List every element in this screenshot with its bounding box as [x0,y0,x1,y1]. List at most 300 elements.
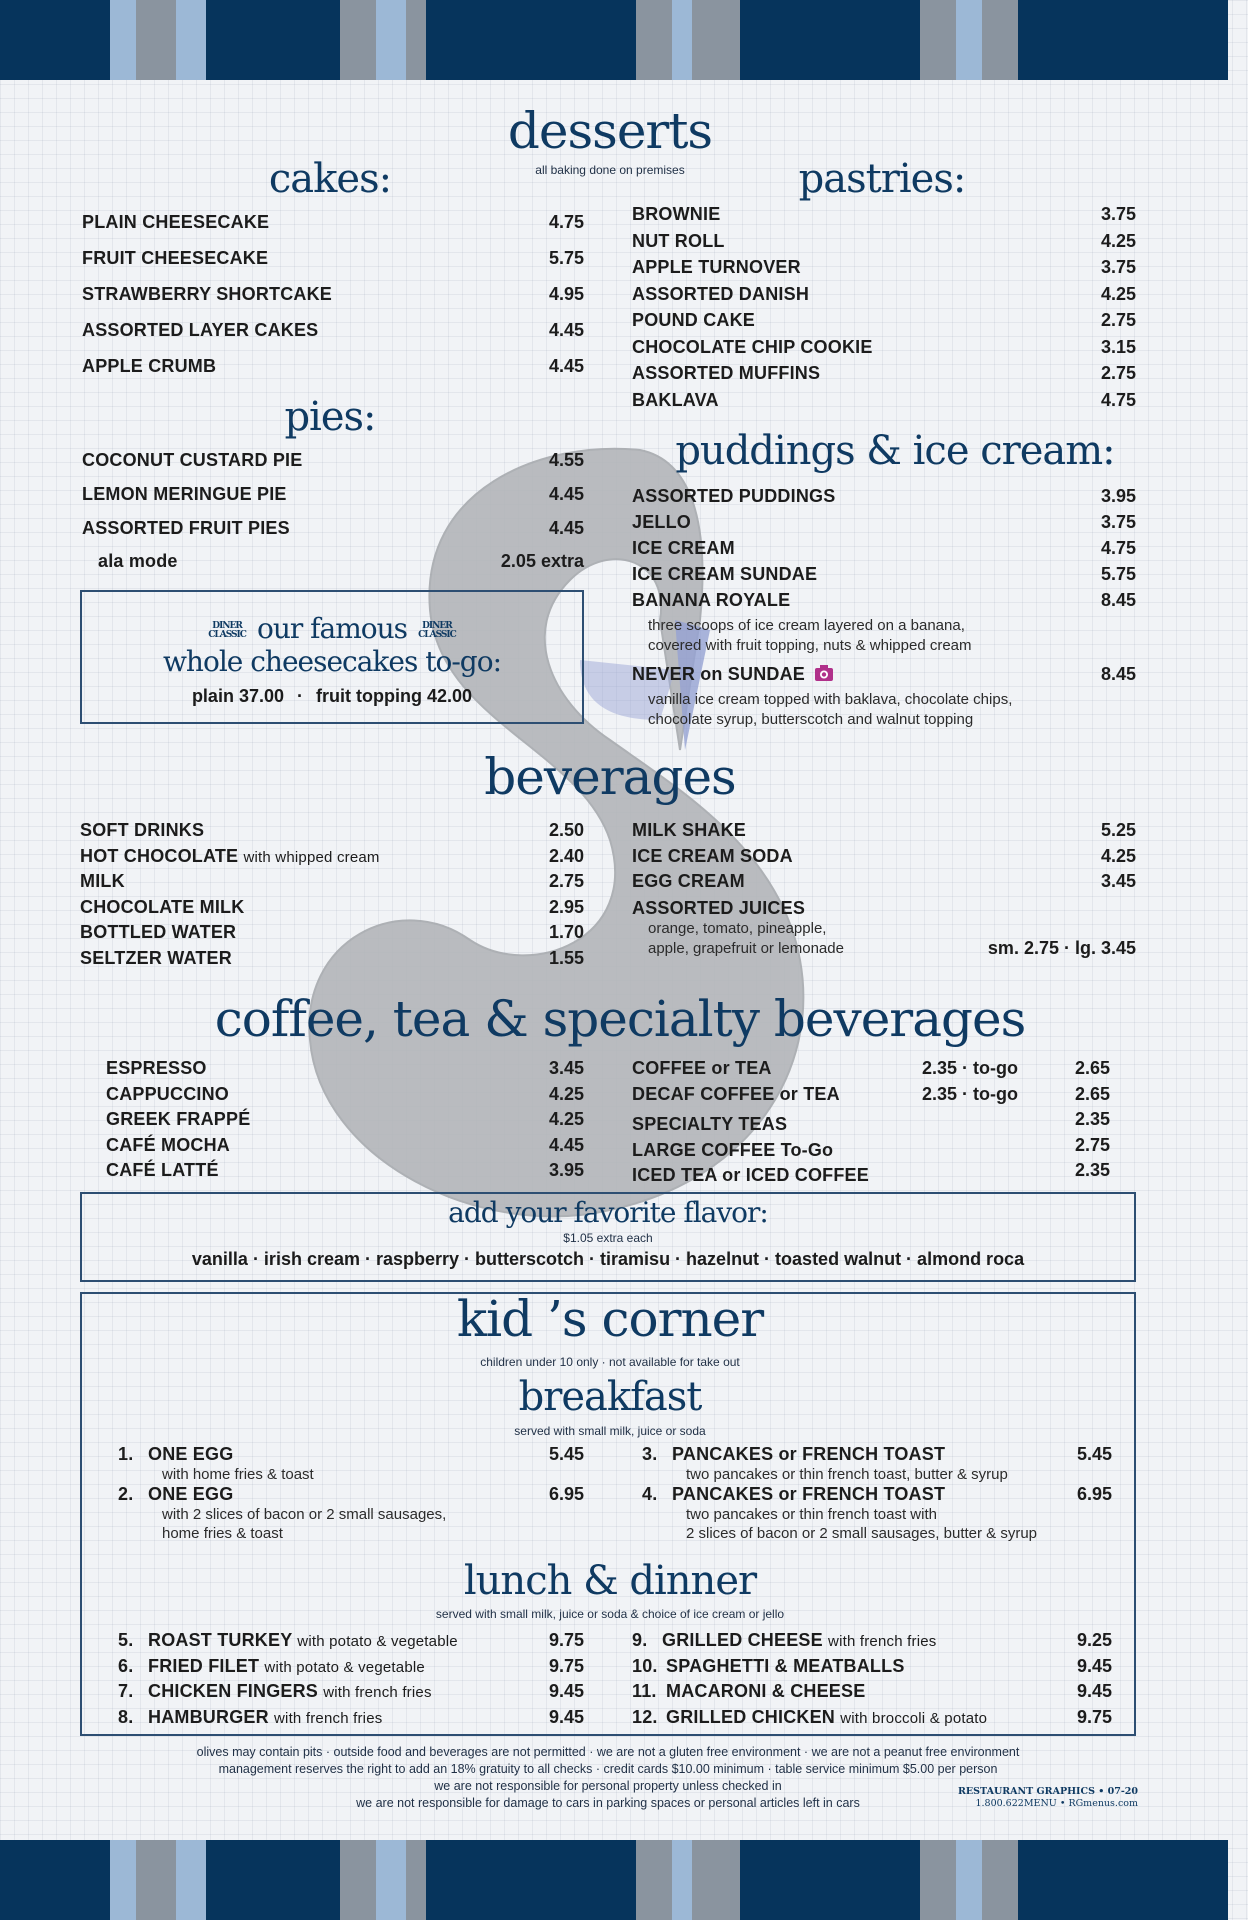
item-price-mid [922,1135,1062,1156]
item-price: 6.95 [1076,1484,1112,1504]
stripe-segment [672,1840,692,1920]
juices-block [632,898,1136,959]
item-price-mid [922,1160,1062,1181]
item-price: 9.75 [1076,1706,1112,1727]
description-line: with 2 slices of bacon or 2 small sausages, [162,1506,447,1523]
item-name [80,871,125,892]
diner-classic-logo-icon: DINER CLASSIC [418,620,456,640]
numbered-item [118,1484,584,1543]
camera-icon [814,664,834,682]
item-name [106,1135,230,1156]
item-name [118,1656,425,1677]
item-name-text: MACARONI & CHEESE [666,1681,866,1701]
item-price: 2.75 [1100,310,1136,330]
item-price-group [922,1109,1110,1130]
list-item [632,871,1136,897]
item-name-text: GRILLED CHICKEN [666,1706,835,1727]
list-item [632,284,1136,311]
stripe-segment [956,1840,982,1920]
item-name: ala mode [98,551,178,571]
item-price: 4.75 [1100,389,1136,410]
list-item [80,820,584,846]
cheesecake-plain-price: plain 37.00 [191,686,284,706]
item-price-mid [922,1109,1062,1130]
item-name-text: EGG CREAM [632,871,745,891]
item-price: 3.45 [1100,871,1136,891]
item-name-text: PANCAKES or FRENCH TOAST [672,1444,946,1464]
numbered-item-row [642,1484,1112,1505]
item-number: 9. [632,1630,648,1650]
item-name [632,590,790,611]
stripe-segment [340,1840,376,1920]
item-name-text: HAMBURGER [148,1706,269,1727]
cheesecakes-to-go-box [80,590,584,724]
stripe-segment [636,1840,672,1920]
numbered-item [118,1630,584,1656]
ala-mode-row [98,551,584,572]
item-name [632,564,817,585]
separator-dot: · [297,686,304,706]
flavor-note: $1.05 extra each [563,1231,653,1245]
item-name [632,1707,987,1728]
item-name [82,248,268,269]
item-name-text: ASSORTED MUFFINS [632,363,821,383]
item-name [632,310,755,331]
item-name [82,450,302,471]
flavor-title: add your favorite flavor: [448,1196,768,1229]
item-description: with french fries [828,1633,937,1650]
item-name-text: FRUIT CHEESECAKE [82,248,269,268]
puddings-title: puddings & ice cream: [675,428,1115,474]
item-name-text: LARGE COFFEE To-Go [632,1139,834,1160]
item-price: 2.65 [1074,1083,1110,1104]
numbered-item-row [118,1444,584,1465]
list-item [82,356,584,392]
item-name-text: MILK SHAKE [632,820,746,840]
item-name-text: APPLE TURNOVER [632,257,801,277]
item-price: 2.35 [1074,1109,1110,1129]
stripe-segment [672,0,692,80]
numbered-item [118,1707,584,1733]
stripe-segment [692,1840,740,1920]
item-name [106,1058,207,1079]
stripe-segment [110,1840,136,1920]
item-price-group [922,1058,1110,1079]
stripe-segment [920,0,956,80]
stripe-segment [740,0,920,80]
list-item [632,512,1136,538]
item-price-group [922,1160,1110,1181]
pies-list [82,450,584,552]
cakes-title: cakes: [268,156,392,202]
item-price: 2.75 [1100,363,1136,383]
cheesecakes-line2: whole cheesecakes to-go: [162,645,502,678]
juices-desc [632,919,844,959]
item-name-text: BANANA ROYALE [632,590,791,610]
list-item [632,538,1136,564]
item-name-text: GREEK FRAPPÉ [106,1109,251,1129]
numbered-item-row [118,1630,584,1651]
item-price: 4.45 [548,356,584,376]
item-price: 4.45 [548,484,584,504]
item-name-text: CHOCOLATE CHIP COOKIE [632,336,873,357]
stripe-segment [340,0,376,80]
coffee-right-list [632,1058,1110,1186]
numbered-item [632,1630,1112,1656]
item-name [80,897,244,918]
list-item [106,1160,584,1186]
item-number: 8. [118,1706,134,1727]
list-item [632,486,1136,512]
item-price: 9.75 [548,1630,584,1650]
item-price: 2.40 [548,845,584,866]
item-price: 4.45 [548,320,584,340]
credit-line2: 1.800.622MENU • RGmenus.com [975,1798,1138,1809]
numbered-item-row [632,1656,1112,1677]
item-price: 9.25 [1076,1630,1112,1650]
stripe-segment [176,0,206,80]
footer-line: we are not responsible for personal property unless checked in [434,1779,782,1793]
item-name [82,484,287,505]
item-name [106,1109,250,1130]
item-number: 2. [118,1484,134,1504]
item-name-text: CHICKEN FINGERS [148,1681,319,1701]
list-item [632,564,1136,590]
beverages-right-list [632,820,1136,897]
kids-title: kid ’s corner [456,1290,764,1348]
item-name [632,1656,905,1677]
numbered-item-row [118,1681,584,1702]
item-price: 4.25 [1100,230,1136,251]
item-name-text: ICED TEA or ICED COFFEE [632,1165,869,1185]
description-line: three scoops of ice cream layered on a banana, [648,617,965,634]
item-name-text: ESPRESSO [106,1058,207,1078]
breakfast-note: served with small milk, juice or soda [514,1424,706,1438]
item-price: 3.95 [1100,486,1136,506]
puddings-list [632,486,1136,616]
item-name-text: GRILLED CHEESE [662,1630,823,1650]
item-name [80,922,236,943]
item-name [106,1084,229,1105]
item-name-text: ICE CREAM SODA [632,845,793,866]
item-number: 3. [642,1444,658,1464]
item-name-text: MILK [80,871,125,891]
item-name [82,284,332,305]
list-item [632,846,1136,872]
item-price: 1.55 [548,947,584,968]
banana-royale-desc [632,616,1136,656]
item-price: 4.25 [1100,845,1136,866]
stripe-segment [1018,1840,1228,1920]
item-description: with french fries [323,1684,432,1701]
list-item [632,1135,1110,1161]
stripe-segment [0,0,110,80]
item-price: 9.45 [548,1681,584,1701]
stripe-segment [406,0,426,80]
description-line: chocolate syrup, butterscotch and walnut topping [648,711,974,728]
numbered-item [632,1707,1112,1733]
item-name [632,1084,840,1105]
item-price: 9.45 [1076,1655,1112,1676]
item-name-text: LEMON MERINGUE PIE [82,484,287,504]
item-price: 2.05 extra [500,551,584,571]
item-name [642,1444,945,1465]
item-name [82,356,216,377]
item-name-text: ICE CREAM SUNDAE [632,564,818,584]
list-item [82,320,584,356]
stripe-segment [176,1840,206,1920]
item-name [118,1484,233,1505]
item-name-text: PANCAKES or FRENCH TOAST [672,1484,946,1504]
pastries-title: pastries: [798,156,966,202]
item-name-text: COFFEE or TEA [632,1058,772,1078]
item-number: 1. [118,1444,134,1464]
numbered-item-row [118,1707,584,1728]
item-number: 12. [632,1706,658,1727]
description-line: covered with fruit topping, nuts & whipped cream [648,637,972,654]
list-item [106,1109,584,1135]
item-name [632,1681,865,1702]
never-on-sundae-desc [632,690,1136,730]
item-name [632,1140,833,1161]
numbered-item-row [632,1681,1112,1702]
stripe-segment [982,1840,1018,1920]
coffee-title: coffee, tea & specialty beverages [214,990,1026,1048]
numbered-item-row [642,1444,1112,1465]
item-description: with french fries [274,1709,383,1727]
item-description: with potato & vegetable [297,1633,458,1650]
list-item [80,871,584,897]
stripe-segment [982,0,1018,80]
item-name-text: CAFÉ MOCHA [106,1134,230,1155]
item-name-text: BAKLAVA [632,389,719,410]
item-price: 5.45 [1076,1444,1112,1464]
breakfast-left [118,1444,584,1543]
item-name [118,1681,432,1702]
desserts-title: desserts [507,102,713,160]
item-name [632,871,745,892]
breakfast-right [642,1444,1112,1543]
item-price: 1.70 [548,922,584,942]
credit-line1: RESTAURANT GRAPHICS • 07-20 [958,1786,1138,1797]
item-price: 8.45 [1100,590,1136,610]
footer-line: management reserves the right to add an 18% gratuity to all checks · credit cards $10.00 minimum · table service minimum $5.00 per person [218,1762,998,1776]
stripe-segment [740,1840,920,1920]
item-price: 3.45 [548,1058,584,1078]
numbered-item [118,1444,584,1484]
item-price: 3.75 [1100,512,1136,532]
cheesecakes-prices [82,686,582,707]
item-name-text: SPAGHETTI & MEATBALLS [666,1655,905,1676]
item-name [632,512,691,533]
cheesecakes-line1-row [82,612,582,645]
list-item [632,204,1136,231]
list-item [82,284,584,320]
item-name-text: SOFT DRINKS [80,820,205,840]
item-name-text: NUT ROLL [632,230,725,251]
item-name-text: ONE EGG [148,1444,234,1464]
numbered-item [118,1656,584,1682]
list-item [632,363,1136,390]
cakes-list [82,212,584,392]
item-name [80,820,204,841]
item-name [632,538,735,559]
item-name [82,212,269,233]
list-item [82,518,584,552]
item-number: 10. [632,1655,658,1676]
footer-line: olives may contain pits · outside food and beverages are not permitted · we are not a gluten free environment · we are not a peanut free environment [196,1745,1020,1759]
item-price: 2.95 [548,896,584,917]
lunch-right [632,1630,1112,1732]
stripe-segment [110,0,136,80]
cheesecake-fruit-price: fruit topping 42.00 [316,686,473,706]
list-item [82,450,584,484]
item-name [118,1707,382,1728]
stripe-segment [426,0,636,80]
lunch-title: lunch & dinner [463,1558,757,1604]
numbered-item [632,1681,1112,1707]
item-price: 4.75 [548,212,584,232]
list-item [632,257,1136,284]
item-price: 6.95 [548,1484,584,1504]
item-name-text: SPECIALTY TEAS [632,1114,788,1134]
numbered-item-row [118,1484,584,1505]
item-name [632,846,793,867]
item-name-text: ASSORTED LAYER CAKES [82,320,319,340]
stripe-segment [692,0,740,80]
item-name-text: COCONUT CUSTARD PIE [82,450,303,470]
item-description: with broccoli & potato [840,1709,988,1727]
stripe-segment [1018,0,1228,80]
stripe-segment [956,0,982,80]
item-name [632,820,746,841]
item-name-text: ASSORTED PUDDINGS [632,486,836,506]
item-name [632,284,809,305]
list-item [632,1084,1110,1110]
item-price: 9.75 [548,1655,584,1676]
coffee-left-list [106,1058,584,1186]
description-line: home fries & toast [162,1525,283,1542]
item-price-group [922,1084,1110,1105]
item-name [118,1630,458,1651]
list-item [632,231,1136,258]
item-name: NEVER on SUNDAE [632,664,806,684]
numbered-item-row [118,1656,584,1677]
beverages-left-list [80,820,584,973]
list-item [82,248,584,284]
beverages-title: beverages [484,748,736,806]
item-price: 4.45 [548,518,584,538]
item-price: 9.45 [548,1706,584,1727]
list-item [632,590,1136,616]
item-name [632,390,719,411]
item-name-text: POUND CAKE [632,310,756,330]
item-price: 8.45 [1100,664,1136,684]
list-item [632,337,1136,364]
list-item [632,1109,1110,1135]
list-item [632,820,1136,846]
list-item [632,1160,1110,1186]
item-price: 2.75 [548,871,584,891]
item-price: 4.95 [548,284,584,304]
list-item [632,310,1136,337]
item-price: 2.75 [1074,1134,1110,1155]
pies-title: pies: [284,394,376,440]
item-name [118,1444,233,1465]
footer-line: we are not responsible for damage to cars in parking spaces or personal articles left in cars [356,1796,860,1810]
stripe-segment [636,0,672,80]
item-name-text: BOTTLED WATER [80,922,237,942]
item-number: 6. [118,1655,134,1676]
item-name [632,1165,869,1186]
item-price: 5.75 [548,248,584,268]
item-price-group [922,1135,1110,1156]
numbered-item [642,1484,1112,1543]
list-item [80,846,584,872]
numbered-item [642,1444,1112,1484]
item-number: 5. [118,1630,134,1650]
stripe-segment [136,0,176,80]
item-name [82,518,290,539]
item-price: 9.45 [1076,1681,1112,1701]
item-name-text: ICE CREAM [632,538,735,558]
stripe-segment [376,1840,406,1920]
item-price-mid: 2.35 · to-go [922,1058,1019,1078]
item-name-text: CAPPUCCINO [106,1083,230,1104]
lunch-left [118,1630,584,1732]
stripe-segment [406,1840,426,1920]
list-item [80,948,584,974]
item-name-text: JELLO [632,512,692,532]
list-item [632,390,1136,417]
stripe-segment [136,1840,176,1920]
stripe-segment [206,0,340,80]
item-name-text: ASSORTED FRUIT PIES [82,518,290,538]
stripe-segment [0,1840,110,1920]
item-name-text: PLAIN CHEESECAKE [82,212,270,232]
item-price: 2.50 [548,820,584,840]
description-line: vanilla ice cream topped with baklava, chocolate chips, [648,691,1013,708]
list-item [106,1135,584,1161]
item-name [632,337,873,358]
stripe-segment [426,1840,636,1920]
item-name [642,1484,945,1505]
description-line: 2 slices of bacon or 2 small sausages, butter & syrup [686,1525,1038,1542]
top-stripe-band [0,0,1248,80]
item-name-text: STRAWBERRY SHORTCAKE [82,284,333,304]
item-name [632,1058,772,1079]
item-number: 11. [632,1681,657,1701]
description-line: orange, tomato, pineapple, [648,920,827,937]
list-item [80,922,584,948]
juices-price: sm. 2.75 · lg. 3.45 [987,938,1136,958]
lunch-note: served with small milk, juice or soda & choice of ice cream or jello [435,1607,785,1621]
item-price: 5.25 [1100,820,1136,840]
item-name [82,320,318,341]
desserts-subtitle: all baking done on premises [535,163,685,177]
flavor-box [80,1192,1136,1282]
flavor-list: vanilla · irish cream · raspberry · butterscotch · tiramisu · hazelnut · toasted walnut · almond roca [191,1249,1025,1269]
numbered-item-row [632,1630,1112,1651]
item-name-text: APPLE CRUMB [82,356,217,376]
list-item [106,1084,584,1110]
item-name-text: CAFÉ LATTÉ [106,1160,219,1180]
never-on-sundae-row [632,664,1136,685]
stripe-segment [376,0,406,80]
item-price: 4.25 [548,1083,584,1104]
item-price: 2.65 [1074,1058,1110,1078]
item-name-text: HOT CHOCOLATE [80,845,239,866]
